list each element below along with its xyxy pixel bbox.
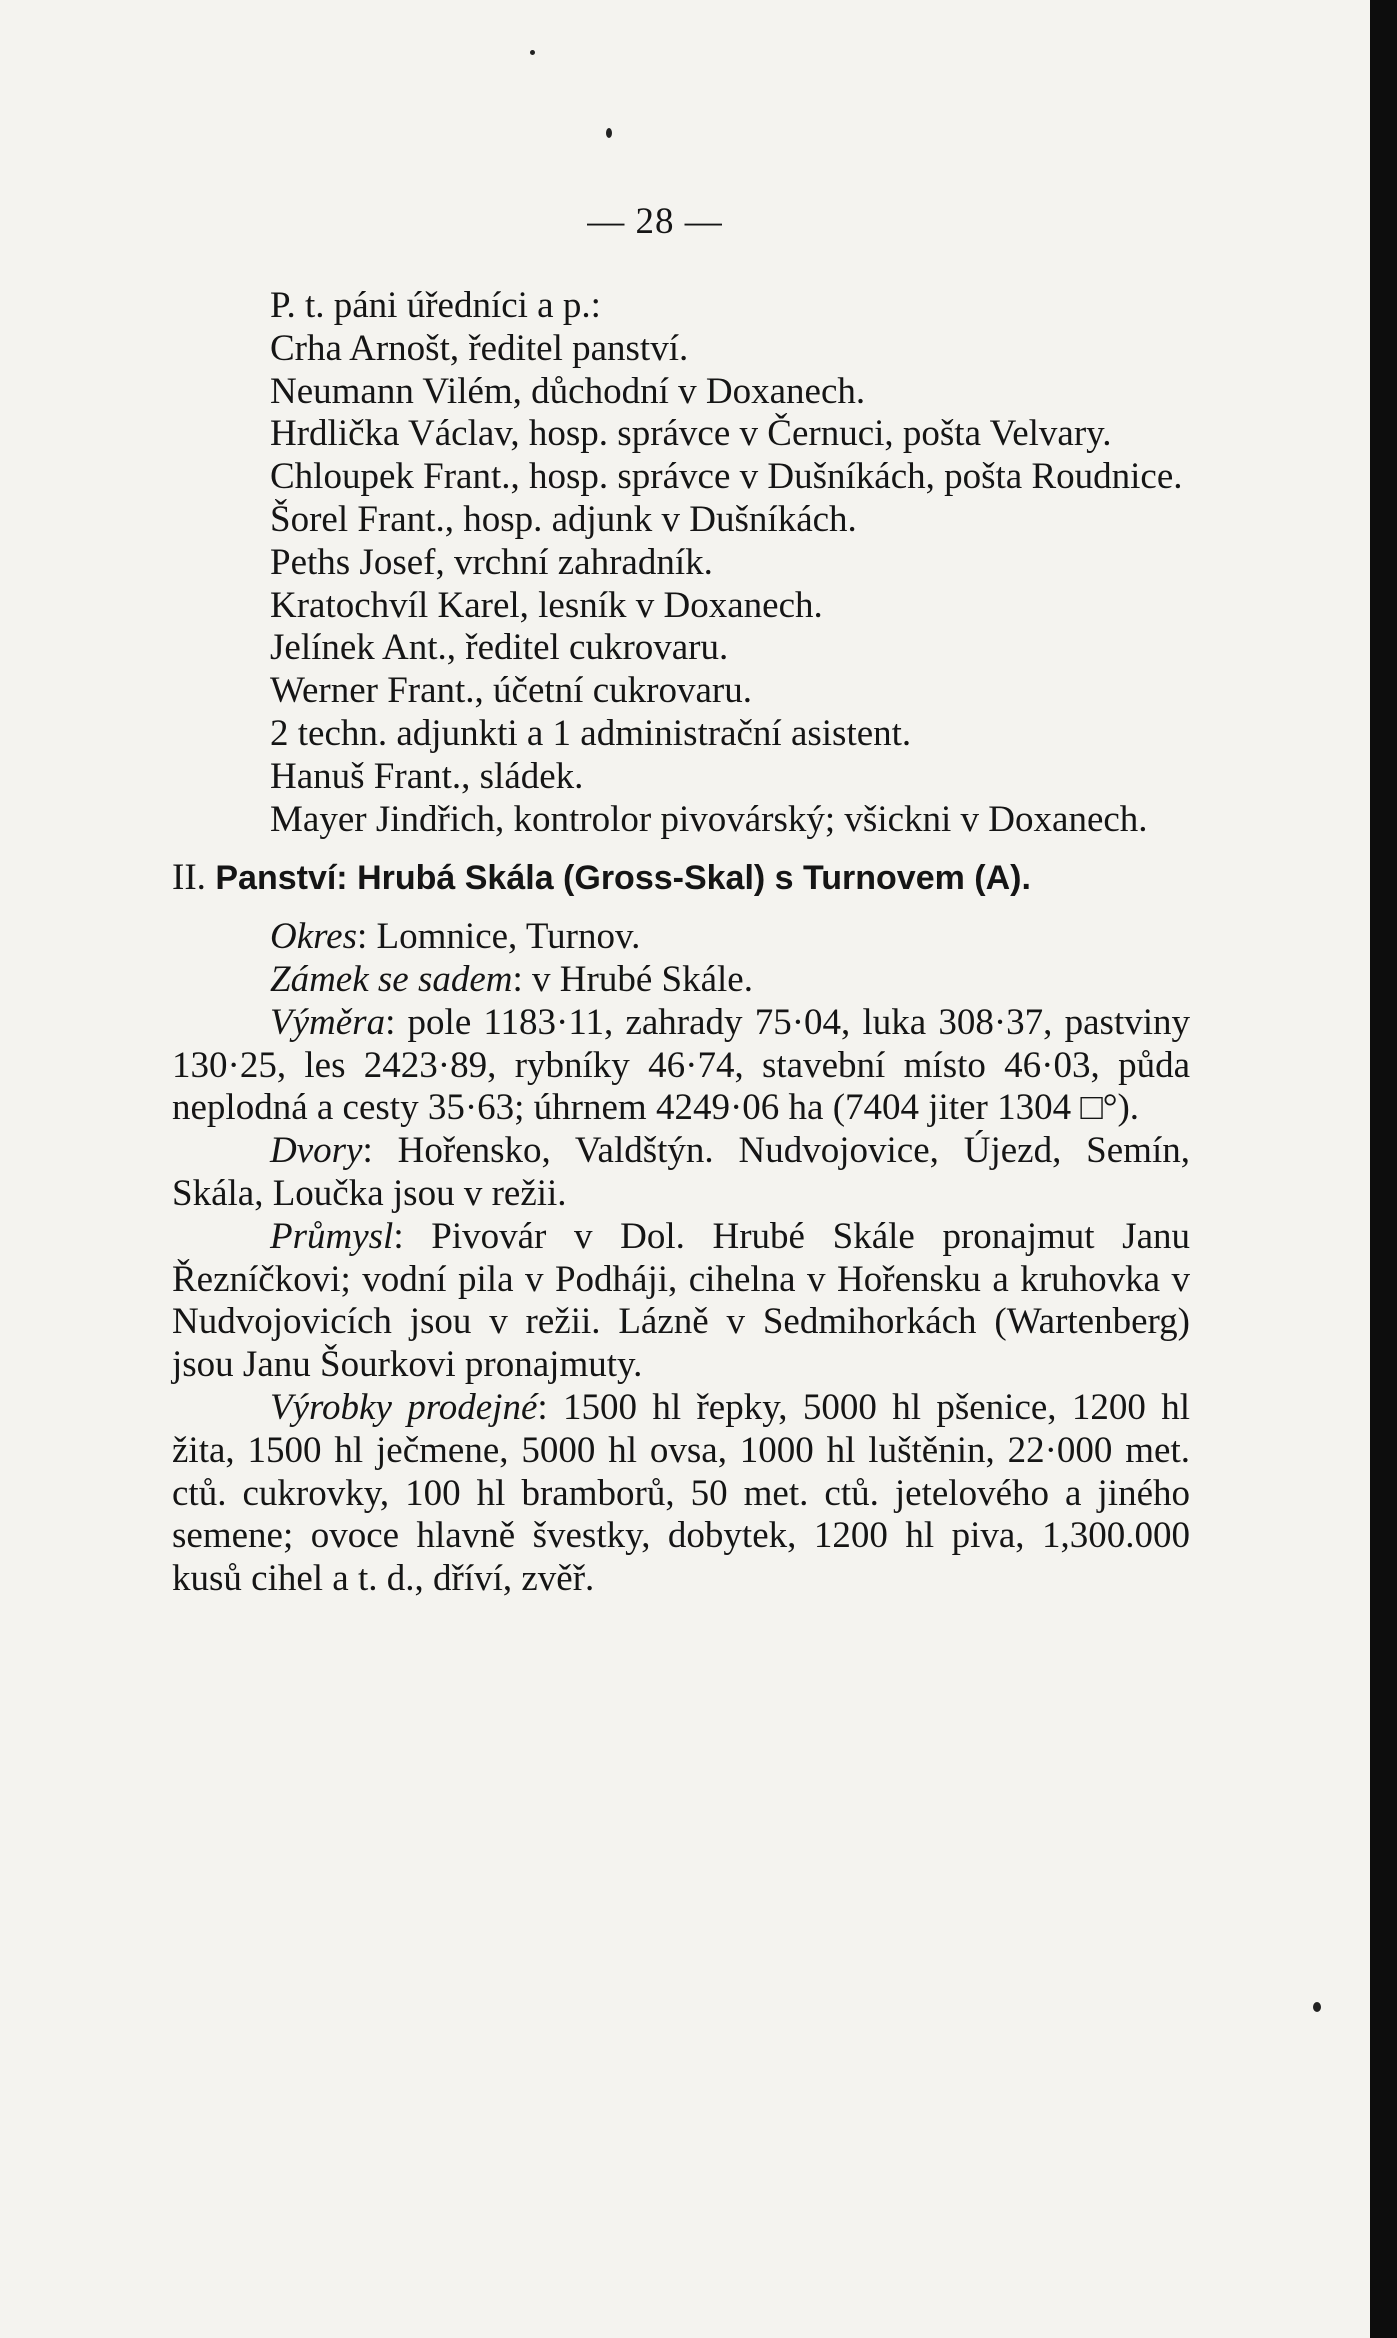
- page-number: — 28 —: [587, 201, 723, 242]
- vymera-paragraph: Výměra: pole 1183·11, zahrady 75·04, luka 308·37, pastviny 130·25, les 2423·89, rybníky 46·74, stavební místo 46·03, půda neplodná a cesty 35·63; úhrnem 4249·06 ha (7404 jiter 1304 □°).: [172, 1001, 1190, 1129]
- prumysl-paragraph: Průmysl: Pivovár v Dol. Hrubé Skále pronajmut Janu Řezníčkovi; vodní pila v Podháji, cihelna v Hořensku a kruhovka v Nudvojovicích jsou v režii. Lázně v Sedmihorkách (Wartenberg) jsou Janu Šourkovi pronajmuty.: [172, 1215, 1191, 1386]
- page-edge-shadow: [1370, 0, 1397, 2338]
- official-entry: Chloupek Frant., hosp. správce v Dušníkách, pošta Roudnice.: [270, 456, 1183, 498]
- ink-speck: [606, 128, 612, 138]
- page-text: [172, 285, 1190, 1601]
- zamek-line: Zámek se sadem: v Hrubé Skále.: [270, 958, 753, 1000]
- zamek-value: v Hrubé Skále.: [532, 958, 753, 1000]
- prumysl-label: Průmysl: [270, 1215, 394, 1257]
- section-heading: [172, 857, 1190, 900]
- official-entry: Werner Frant., účetní cukrovaru.: [270, 670, 752, 712]
- dvory-label: Dvory: [270, 1130, 363, 1172]
- official-entry: Jelínek Ant., ředitel cukrovaru.: [270, 627, 729, 669]
- ink-speck: [530, 50, 535, 55]
- vymera-label: Výměra: [270, 1001, 386, 1043]
- vymera-value: pole 1183·11, zahrady 75·04, luka 308·37, pastviny 130·25, les 2423·89, rybníky 46·74, stavební místo 46·03, půda neplodná a cesty 35·63; úhrnem 4249·06 ha (7404 jiter 1304 □°).: [172, 1001, 1190, 1129]
- official-entry: Mayer Jindřich, kontrolor pivovárský; všickni v Doxanech.: [270, 798, 1148, 840]
- official-entry: Neumann Vilém, důchodní v Doxanech.: [270, 370, 866, 412]
- okres-value: Lomnice, Turnov.: [376, 916, 641, 958]
- dvory-paragraph: Dvory: Hořensko, Valdštýn. Nudvojovice, Újezd, Semín, Skála, Loučka jsou v režii.: [172, 1130, 1190, 1214]
- official-entry: Crha Arnošt, ředitel panství.: [270, 327, 689, 369]
- section-number: II.: [172, 857, 206, 899]
- vyrobky-label: Výrobky prodejné: [270, 1386, 538, 1428]
- official-entry: Šorel Frant., hosp. adjunk v Dušníkách.: [270, 498, 857, 540]
- section-title: Panství: Hrubá Skála (Gross-Skal) s Turnovem (A).: [215, 859, 1031, 898]
- vyrobky-value: 1500 hl řepky, 5000 hl pšenice, 1200 hl žita, 1500 hl ječmene, 5000 hl ovsa, 1000 hl luštěnin, 22·000 met. ctů. cukrovky, 100 hl bramborů, 50 met. ctů. jetelového a jiného semene; ovoce hlavně švestky, dobytek, 1200 hl piva, 1,300.000 kusů cihel a t. d., dříví, zvěř.: [172, 1386, 1190, 1600]
- okres-line: Okres: Lomnice, Turnov.: [270, 916, 641, 958]
- official-entry: Peths Josef, vrchní zahradník.: [270, 541, 713, 583]
- official-entry: 2 techn. adjunkti a 1 administrační asistent.: [270, 712, 912, 754]
- official-entry: Hrdlička Václav, hosp. správce v Černuci, pošta Velvary.: [270, 413, 1112, 455]
- zamek-label: Zámek se sadem: [270, 958, 513, 1000]
- official-entry: Kratochvíl Karel, lesník v Doxanech.: [270, 584, 823, 626]
- dvory-value: Hořensko, Valdštýn. Nudvojovice, Újezd, Semín, Skála, Loučka jsou v režii.: [172, 1130, 1190, 1214]
- vyrobky-paragraph: Výrobky prodejné: 1500 hl řepky, 5000 hl pšenice, 1200 hl žita, 1500 hl ječmene, 5000 hl ovsa, 1000 hl luštěnin, 22·000 met. ctů. cukrovky, 100 hl bramborů, 50 met. ctů. jetelového a jiného semene; ovoce hlavně švestky, dobytek, 1200 hl piva, 1,300.000 kusů cihel a t. d., dříví, zvěř.: [172, 1386, 1190, 1600]
- ink-speck: [1313, 2002, 1321, 2012]
- officials-intro: P. t. páni úředníci a p.:: [270, 285, 601, 326]
- okres-label: Okres: [270, 916, 357, 958]
- official-entry: Hanuš Frant., sládek.: [270, 755, 584, 797]
- prumysl-value: Pivovár v Dol. Hrubé Skále pronajmut Janu Řezníčkovi; vodní pila v Podháji, cihelna v Hořensku a kruhovka v Nudvojovicích jsou v režii. Lázně v Sedmihorkách (Wartenberg) jsou Janu Šourkovi pronajmuty.: [172, 1215, 1191, 1386]
